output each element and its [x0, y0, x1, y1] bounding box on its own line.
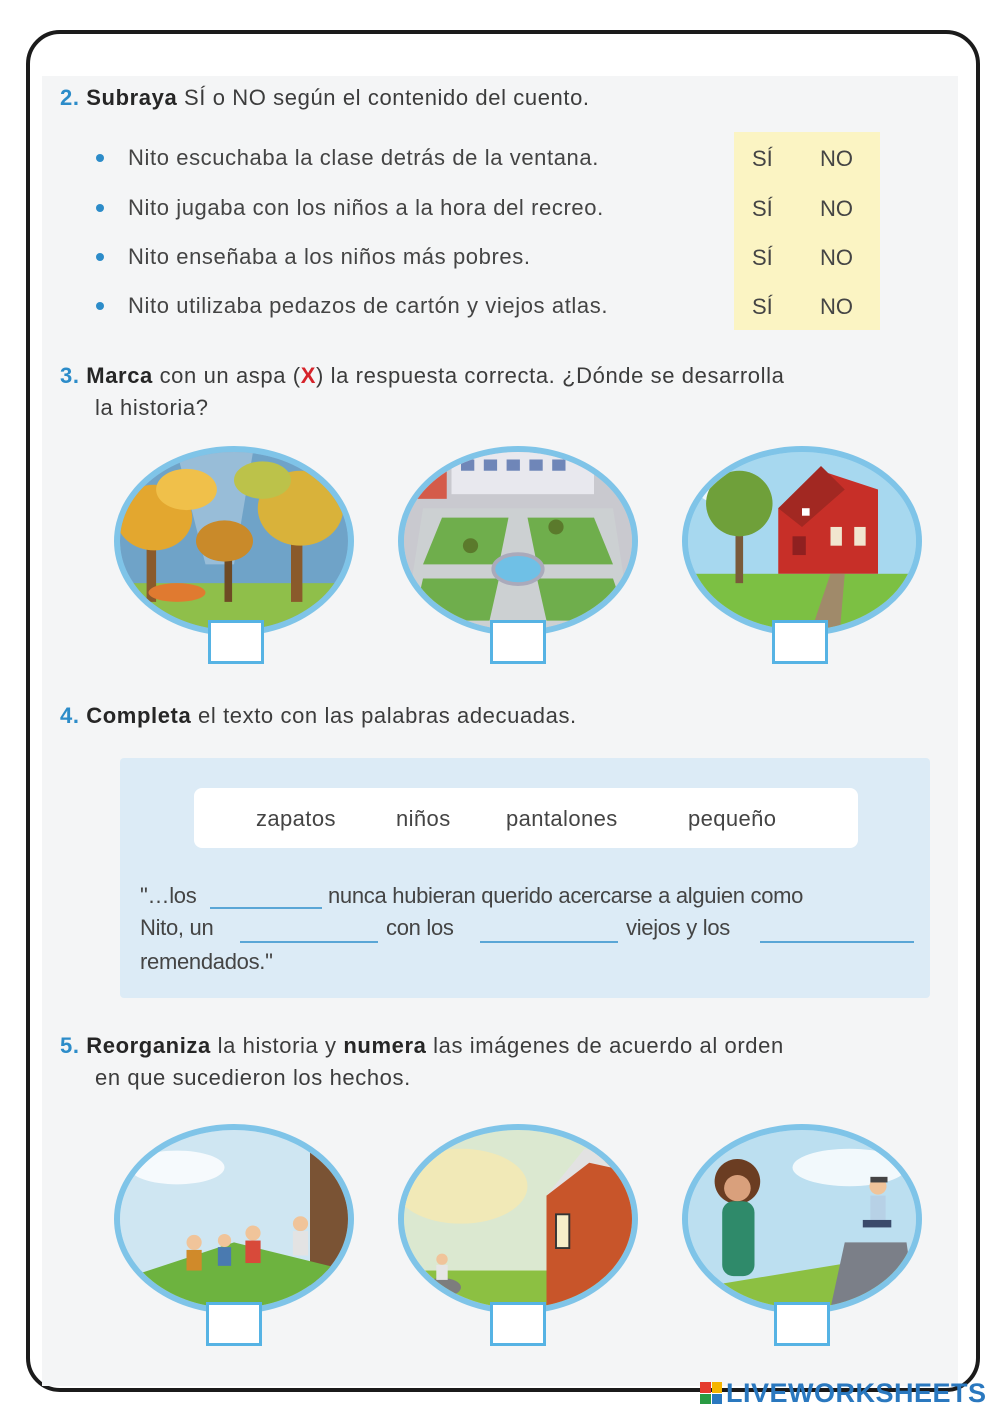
instruction-text: con un aspa (: [152, 363, 301, 388]
passage-text: remendados.": [140, 949, 273, 974]
children-walking-scene-image: [114, 1124, 354, 1314]
statement-row: [96, 237, 531, 277]
no-option[interactable]: NO: [820, 196, 853, 221]
bullet-icon: [96, 154, 104, 162]
answer-checkbox[interactable]: [772, 620, 828, 664]
no-option[interactable]: NO: [820, 294, 853, 319]
x-mark: X: [300, 363, 316, 388]
question-number: 3.: [60, 363, 80, 388]
answer-checkbox[interactable]: [206, 1302, 262, 1346]
answer-checkbox[interactable]: [774, 1302, 830, 1346]
passage-text: nunca hubieran querido acercarse a alguien como: [328, 883, 804, 908]
liveworksheets-logo: [700, 1376, 987, 1410]
instruction-text: la historia y: [210, 1033, 344, 1058]
no-option[interactable]: NO: [820, 146, 853, 171]
answer-checkbox[interactable]: [490, 1302, 546, 1346]
instruction-text: SÍ o NO según el contenido del cuento.: [177, 85, 590, 110]
instruction-keyword: Marca: [86, 363, 153, 388]
instruction-text: ) la respuesta correcta. ¿Dónde se desarrolla: [315, 363, 785, 388]
forest-scene-image: [114, 446, 354, 636]
instruction-keyword: numera: [343, 1033, 427, 1058]
instruction-text: la historia?: [95, 395, 209, 420]
blank-field[interactable]: [760, 941, 914, 943]
word-bank-item: zapatos: [256, 806, 336, 831]
town-plaza-scene-image: [398, 446, 638, 636]
boy-near-school-scene-image: [398, 1124, 638, 1314]
statement-row: [96, 286, 608, 326]
question-4-prompt: [60, 700, 577, 732]
logo-mark-icon: [700, 1382, 722, 1404]
passage-text: "…los: [140, 883, 197, 908]
question-number: 4.: [60, 703, 80, 728]
question-5-prompt: [60, 1030, 944, 1094]
statement-text: Nito enseñaba a los niños más pobres.: [128, 244, 531, 269]
instruction-text: las imágenes de acuerdo al orden: [426, 1033, 784, 1058]
statement-row: [96, 188, 604, 228]
red-house-scene-image: [682, 446, 922, 636]
blank-field[interactable]: [240, 941, 378, 943]
instruction-keyword: Subraya: [86, 85, 178, 110]
passage-text: viejos y los: [626, 915, 730, 940]
question-number: 5.: [60, 1033, 80, 1058]
answer-checkbox[interactable]: [208, 620, 264, 664]
word-bank-item: pequeño: [688, 806, 777, 831]
question-3-prompt: [60, 360, 944, 424]
passage-text: con los: [386, 915, 454, 940]
instruction-text: en que sucedieron los hechos.: [95, 1065, 411, 1090]
blank-field[interactable]: [210, 907, 322, 909]
yes-option[interactable]: SÍ: [752, 245, 773, 270]
question-number: 2.: [60, 85, 80, 110]
statement-text: Nito escuchaba la clase detrás de la ventana.: [128, 145, 599, 170]
word-bank-item: niños: [396, 806, 451, 831]
yes-option[interactable]: SÍ: [752, 294, 773, 319]
instruction-keyword: Reorganiza: [86, 1033, 211, 1058]
answer-checkbox[interactable]: [490, 620, 546, 664]
logo-text: LIVEWORKSHEETS: [726, 1377, 987, 1408]
bullet-icon: [96, 253, 104, 261]
yes-option[interactable]: SÍ: [752, 196, 773, 221]
passage-text: Nito, un: [140, 915, 214, 940]
question-2-prompt: [60, 82, 590, 114]
statement-row: [96, 138, 599, 178]
instruction-text: el texto con las palabras adecuadas.: [191, 703, 577, 728]
word-bank-item: pantalones: [506, 806, 618, 831]
bullet-icon: [96, 204, 104, 212]
instruction-keyword: Completa: [86, 703, 192, 728]
statement-text: Nito utilizaba pedazos de cartón y viejos atlas.: [128, 293, 609, 318]
blank-field[interactable]: [480, 941, 618, 943]
no-option[interactable]: NO: [820, 245, 853, 270]
statement-text: Nito jugaba con los niños a la hora del recreo.: [128, 195, 604, 220]
bullet-icon: [96, 302, 104, 310]
yes-option[interactable]: SÍ: [752, 146, 773, 171]
woman-and-boy-scene-image: [682, 1124, 922, 1314]
